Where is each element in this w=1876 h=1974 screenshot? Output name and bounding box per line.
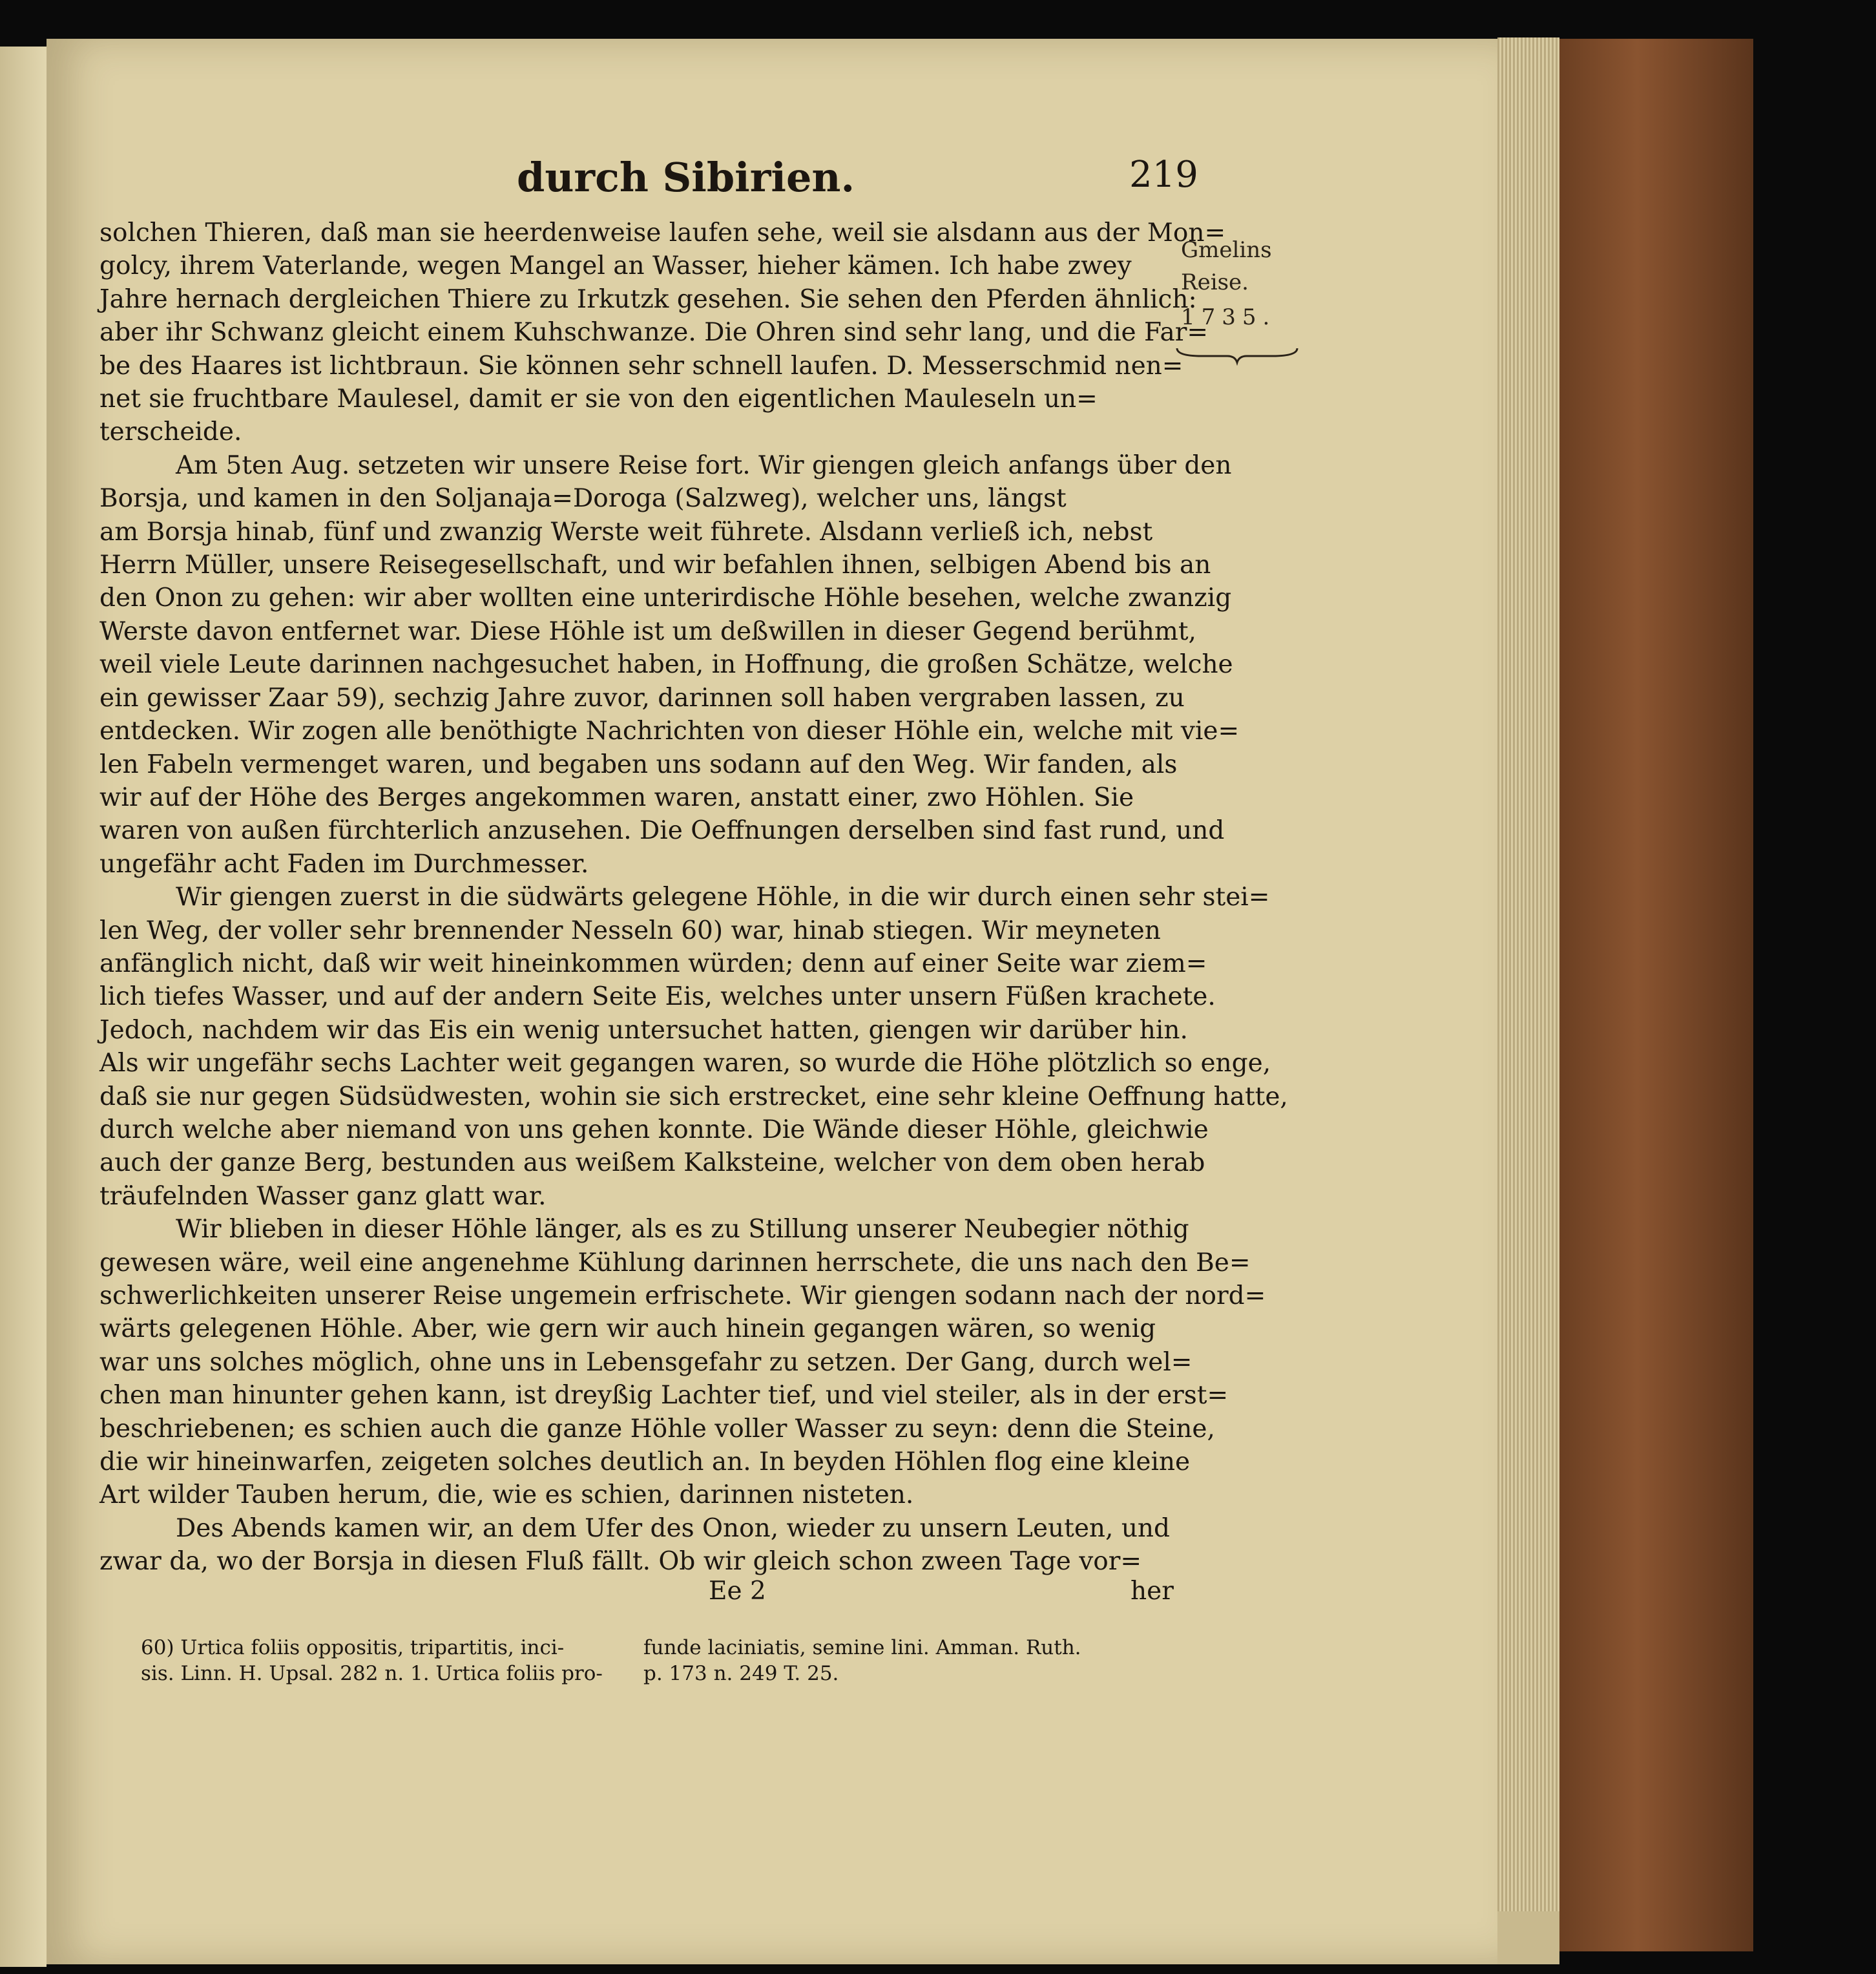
text-line: Jedoch, nachdem wir das Eis ein wenig untersuchet hatten, giengen wir darüber hin. xyxy=(99,1015,1188,1045)
text-line: Wir giengen zuerst in die südwärts gelegene Höhle, in die wir durch einen sehr stei= xyxy=(176,883,1270,912)
text-line: war uns solches möglich, ohne uns in Lebensgefahr zu setzen. Der Gang, durch wel= xyxy=(99,1347,1193,1377)
page-fore-edge-lower xyxy=(1497,1911,1559,1964)
footnote-line: 60) Urtica foliis oppositis, tripartitis, inci- xyxy=(141,1636,565,1659)
margin-note-year: 1735. xyxy=(1181,304,1277,330)
text-line: Werste davon entfernet war. Diese Höhle ist um deßwillen in dieser Gegend berühmt, xyxy=(99,616,1196,646)
text-line: Als wir ungefähr sechs Lachter weit gegangen waren, so wurde die Höhe plötzlich so enge, xyxy=(99,1049,1271,1078)
running-head-title: durch Sibirien. xyxy=(517,154,855,201)
text-line: schwerlichkeiten unserer Reise ungemein erfrischete. Wir giengen sodann nach der nord= xyxy=(99,1281,1266,1310)
text-line: len Fabeln vermenget waren, und begaben uns sodann auf den Weg. Wir fanden, als xyxy=(99,750,1178,779)
text-line: Art wilder Tauben herum, die, wie es schien, darinnen nisteten. xyxy=(99,1480,914,1510)
text-line: anfänglich nicht, daß wir weit hineinkommen würden; denn auf einer Seite war ziem= xyxy=(99,949,1207,978)
text-line: Des Abends kamen wir, an dem Ufer des Onon, wieder zu unsern Leuten, und xyxy=(176,1513,1171,1543)
text-line: die wir hineinwarfen, zeigeten solches deutlich an. In beyden Höhlen flog eine kleine xyxy=(99,1447,1191,1477)
text-line: beschriebenen; es schien auch die ganze Höhle voller Wasser zu seyn: denn die Steine, xyxy=(99,1414,1215,1444)
text-line: am Borsja hinab, fünf und zwanzig Werste weit führete. Alsdann verließ ich, nebst xyxy=(99,517,1153,547)
text-line: Wir blieben in dieser Höhle länger, als es zu Stillung unserer Neubegier nöthig xyxy=(176,1215,1189,1244)
catchword: her xyxy=(1131,1577,1174,1606)
text-line: solchen Thieren, daß man sie heerdenweise laufen sehe, weil sie alsdann aus der Mon= xyxy=(99,218,1226,247)
text-line: waren von außen fürchterlich anzusehen. Die Oeffnungen derselben sind fast rund, und xyxy=(99,816,1225,846)
text-line: den Onon zu gehen: wir aber wollten eine unterirdische Höhle besehen, welche zwanzig xyxy=(99,583,1232,613)
margin-brace-icon xyxy=(1176,346,1298,365)
text-line: Borsja, und kamen in den Soljanaja=Doroga (Salzweg), welcher uns, längst xyxy=(99,484,1067,514)
text-line: aber ihr Schwanz gleicht einem Kuhschwanze. Die Ohren sind sehr lang, und die Far= xyxy=(99,318,1209,348)
text-line: Herrn Müller, unsere Reisegesellschaft, und wir befahlen ihnen, selbigen Abend bis an xyxy=(99,551,1211,580)
text-line: träufelnden Wasser ganz glatt war. xyxy=(99,1181,547,1211)
text-line: daß sie nur gegen Südsüdwesten, wohin sie sich erstrecket, eine sehr kleine Oeffnung hatte, xyxy=(99,1082,1288,1111)
text-line: net sie fruchtbare Maulesel, damit er sie von den eigentlichen Mauleseln un= xyxy=(99,384,1098,414)
footnote-left xyxy=(141,1635,603,1686)
page-number: 219 xyxy=(1129,154,1198,196)
footnote-line: funde laciniatis, semine lini. Amman. Ruth. xyxy=(643,1636,1081,1659)
leather-binding xyxy=(1559,39,1753,1951)
footnote-line: p. 173 n. 249 T. 25. xyxy=(643,1662,839,1685)
footnote-line: sis. Linn. H. Upsal. 282 n. 1. Urtica foliis pro- xyxy=(141,1662,603,1685)
text-line: chen man hinunter gehen kann, ist dreyßig Lachter tief, und viel steiler, als in der erst= xyxy=(99,1381,1229,1411)
text-line: wärts gelegenen Höhle. Aber, wie gern wir auch hinein gegangen wären, so wenig xyxy=(99,1314,1156,1344)
margin-note-title: Reise. xyxy=(1181,269,1249,295)
text-line: terscheide. xyxy=(99,417,242,447)
text-line: Am 5ten Aug. setzeten wir unsere Reise fort. Wir giengen gleich anfangs über den xyxy=(176,450,1232,480)
text-line: be des Haares ist lichtbraun. Sie können sehr schnell laufen. D. Messerschmid nen= xyxy=(99,351,1183,381)
facing-page-edge xyxy=(0,47,47,1967)
text-line: wir auf der Höhe des Berges angekommen waren, anstatt einer, zwo Höhlen. Sie xyxy=(99,782,1134,812)
text-line: durch welche aber niemand von uns gehen konnte. Die Wände dieser Höhle, gleichwie xyxy=(99,1115,1209,1144)
text-line: len Weg, der voller sehr brennender Nesseln 60) war, hinab stiegen. Wir meyneten xyxy=(99,916,1161,945)
footnote-right xyxy=(643,1635,1081,1686)
text-line: golcy, ihrem Vaterlande, wegen Mangel an Wasser, hieher kämen. Ich habe zwey xyxy=(99,251,1132,281)
text-line: weil viele Leute darinnen nachgesuchet haben, in Hoffnung, die großen Schätze, welche xyxy=(99,650,1233,680)
text-line: ein gewisser Zaar 59), sechzig Jahre zuvor, darinnen soll haben vergraben lassen, zu xyxy=(99,683,1185,713)
text-line: entdecken. Wir zogen alle benöthigte Nachrichten von dieser Höhle ein, welche mit vie= xyxy=(99,717,1240,746)
margin-note-author: Gmelins xyxy=(1181,237,1272,263)
text-line: gewesen wäre, weil eine angenehme Kühlung darinnen herrschete, die uns nach den Be= xyxy=(99,1248,1251,1277)
text-line: ungefähr acht Faden im Durchmesser. xyxy=(99,849,589,879)
signature-mark: Ee 2 xyxy=(709,1577,766,1606)
text-line: auch der ganze Berg, bestunden aus weißem Kalksteine, welcher von dem oben herab xyxy=(99,1148,1205,1178)
text-line: Jahre hernach dergleichen Thiere zu Irkutzk gesehen. Sie sehen den Pferden ähnlich: xyxy=(99,284,1197,314)
text-line: zwar da, wo der Borsja in diesen Fluß fällt. Ob wir gleich schon zween Tage vor= xyxy=(99,1547,1142,1577)
page-fore-edge xyxy=(1497,37,1559,1911)
text-line: lich tiefes Wasser, und auf der andern Seite Eis, welches unter unsern Füßen krachete. xyxy=(99,982,1216,1012)
